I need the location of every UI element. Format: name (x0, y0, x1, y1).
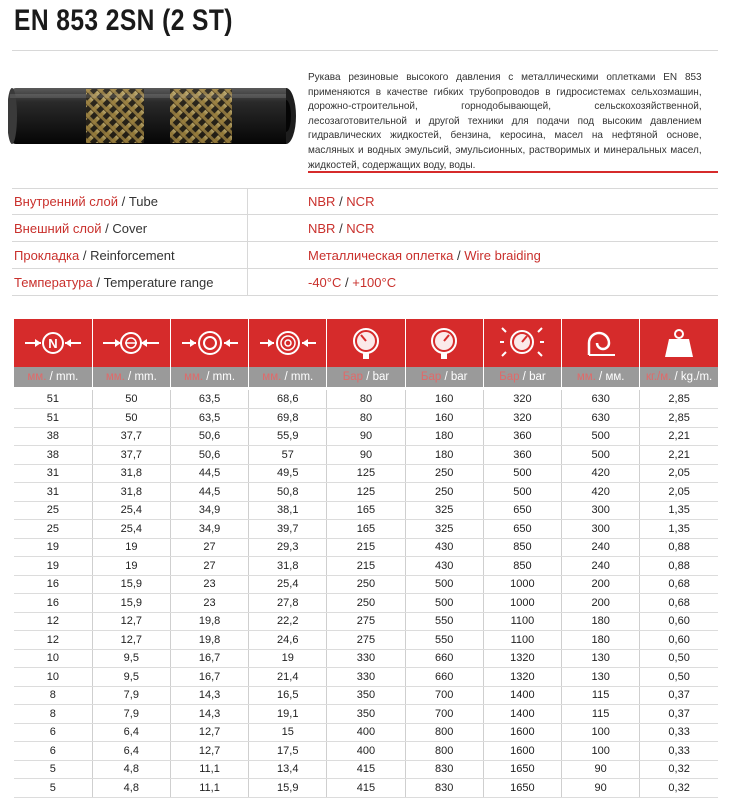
table-cell: 31 (14, 483, 92, 502)
table-cell: 44,5 (170, 483, 248, 502)
table-cell: 0,68 (640, 594, 718, 613)
table-cell: 430 (405, 557, 483, 576)
table-cell: 650 (483, 520, 561, 539)
table-cell: 0,32 (640, 760, 718, 779)
table-cell: 90 (562, 760, 640, 779)
table-cell: 90 (327, 427, 405, 446)
spec-value-en: NCR (346, 194, 375, 209)
table-cell: 15,9 (249, 779, 327, 798)
table-cell: 27 (170, 538, 248, 557)
table-cell: 1,35 (640, 520, 718, 539)
description-underline (308, 171, 718, 173)
burst-pressure-icon (483, 319, 561, 367)
table-cell: 21,4 (249, 668, 327, 687)
table-cell: 100 (562, 723, 640, 742)
table-row (14, 446, 718, 465)
table-cell: 19 (14, 557, 92, 576)
table-cell: 50,6 (170, 446, 248, 465)
table-cell: 500 (483, 464, 561, 483)
dimensions-table (14, 319, 718, 798)
table-cell: 1320 (483, 649, 561, 668)
table-cell: 330 (327, 649, 405, 668)
table-cell: 240 (562, 538, 640, 557)
table-cell: 31,8 (249, 557, 327, 576)
table-cell: 19 (92, 538, 170, 557)
product-description: Рукава резиновые высокого давления с металлическими оплетками EN 853 применяются в качестве гибких трубопроводов в гидросистемах сельхозмашин, дорожно-строительной, горнодобывающей, сельскохозяйственной, лесозаготовительной и другой техники для подачи под высоким давлением гидравлических жидкостей, бензина, керосина, масел на нефтяной основе, масляных и водных эмульсий, эмульсионных, растворимых и минеральных масел, жидкостей, содержащих воду, воды. (308, 72, 702, 171)
table-cell: 1100 (483, 612, 561, 631)
table-cell: 320 (483, 390, 561, 409)
table-cell: 0,88 (640, 538, 718, 557)
spec-value-ru: -40°C (308, 274, 342, 290)
table-cell: 11,1 (170, 779, 248, 798)
table-cell: 25,4 (249, 575, 327, 594)
table-cell: 38,1 (249, 501, 327, 520)
table-cell: 17,5 (249, 742, 327, 761)
table-row (14, 483, 718, 502)
table-cell: 1650 (483, 779, 561, 798)
test-pressure-gauge-icon (405, 319, 483, 367)
table-cell: 630 (562, 390, 640, 409)
table-cell: 50 (92, 390, 170, 409)
spec-label-en: Reinforcement (90, 247, 175, 263)
table-cell: 2,05 (640, 483, 718, 502)
table-cell: 550 (405, 631, 483, 650)
table-cell: 660 (405, 649, 483, 668)
table-cell: 100 (562, 742, 640, 761)
table-cell: 1600 (483, 742, 561, 761)
table-row (14, 464, 718, 483)
table-row (14, 668, 718, 687)
table-cell: 50 (92, 409, 170, 428)
table-cell: 38 (14, 427, 92, 446)
table-cell: 700 (405, 686, 483, 705)
table-cell: 700 (405, 705, 483, 724)
table-cell: 420 (562, 483, 640, 502)
table-cell: 0,33 (640, 742, 718, 761)
table-row (14, 686, 718, 705)
table-cell: 415 (327, 779, 405, 798)
table-cell: 415 (327, 760, 405, 779)
table-cell: 6,4 (92, 742, 170, 761)
table-cell: 25 (14, 501, 92, 520)
table-cell: 37,7 (92, 446, 170, 465)
table-cell: 4,8 (92, 779, 170, 798)
table-cell: 22,2 (249, 612, 327, 631)
table-cell: 55,9 (249, 427, 327, 446)
table-cell: 350 (327, 686, 405, 705)
table-cell: 10 (14, 668, 92, 687)
table-cell: 550 (405, 612, 483, 631)
table-cell: 630 (562, 409, 640, 428)
reinforcement-diameter-icon (170, 319, 248, 367)
table-cell: 19 (249, 649, 327, 668)
table-cell: 90 (562, 779, 640, 798)
table-cell: 2,85 (640, 409, 718, 428)
table-cell: 240 (562, 557, 640, 576)
table-row (14, 557, 718, 576)
table-cell: 5 (14, 760, 92, 779)
table-cell: 7,9 (92, 705, 170, 724)
table-cell: 1650 (483, 760, 561, 779)
table-cell: 23 (170, 594, 248, 613)
table-cell: 8 (14, 686, 92, 705)
table-cell: 63,5 (170, 390, 248, 409)
table-cell: 360 (483, 446, 561, 465)
table-cell: 6 (14, 742, 92, 761)
table-body (14, 390, 718, 797)
spec-value-ru: NBR (308, 220, 336, 236)
table-cell: 63,5 (170, 409, 248, 428)
table-cell: 0,60 (640, 612, 718, 631)
table-row (14, 631, 718, 650)
table-row (14, 427, 718, 446)
table-row (14, 520, 718, 539)
table-cell: 115 (562, 705, 640, 724)
table-cell: 0,33 (640, 723, 718, 742)
table-cell: 8 (14, 705, 92, 724)
weight-icon (640, 319, 718, 367)
table-cell: 420 (562, 464, 640, 483)
table-cell: 0,68 (640, 575, 718, 594)
nominal-diameter-icon (14, 319, 92, 367)
table-cell: 11,1 (170, 760, 248, 779)
table-row (14, 390, 718, 409)
table-row (14, 501, 718, 520)
table-cell: 250 (405, 464, 483, 483)
table-cell: 24,6 (249, 631, 327, 650)
table-cell: 275 (327, 631, 405, 650)
table-cell: 200 (562, 594, 640, 613)
table-row (14, 575, 718, 594)
table-cell: 9,5 (92, 668, 170, 687)
table-cell: 1000 (483, 575, 561, 594)
table-cell: 6,4 (92, 723, 170, 742)
spec-label-ru: Внешний слой (14, 220, 102, 236)
table-cell: 19,1 (249, 705, 327, 724)
table-cell: 15,9 (92, 594, 170, 613)
table-cell: 44,5 (170, 464, 248, 483)
table-cell: 1320 (483, 668, 561, 687)
table-cell: 160 (405, 390, 483, 409)
table-row (14, 538, 718, 557)
table-cell: 0,50 (640, 668, 718, 687)
table-cell: 12 (14, 612, 92, 631)
table-cell: 430 (405, 538, 483, 557)
spec-label-en: Temperature range (103, 274, 214, 290)
table-cell: 19 (14, 538, 92, 557)
table-cell: 660 (405, 668, 483, 687)
table-cell: 49,5 (249, 464, 327, 483)
table-cell: 1,35 (640, 501, 718, 520)
table-cell: 5 (14, 779, 92, 798)
table-cell: 500 (562, 446, 640, 465)
table-cell: 19,8 (170, 612, 248, 631)
table-cell: 215 (327, 557, 405, 576)
table-cell: 16,7 (170, 649, 248, 668)
table-cell: 130 (562, 668, 640, 687)
spec-label-ru: Прокладка (14, 247, 80, 263)
table-cell: 115 (562, 686, 640, 705)
spec-row-tube: Внутренний слой / Tube NBR / NCR (12, 188, 718, 215)
table-cell: 39,7 (249, 520, 327, 539)
table-cell: 800 (405, 742, 483, 761)
table-cell: 400 (327, 742, 405, 761)
table-cell: 27,8 (249, 594, 327, 613)
inner-diameter-icon (92, 319, 170, 367)
table-cell: 2,21 (640, 427, 718, 446)
spec-label-en: Cover (112, 220, 148, 236)
table-cell: 200 (562, 575, 640, 594)
spec-label-en: Tube (128, 194, 158, 209)
table-cell: 15,9 (92, 575, 170, 594)
table-cell: 12,7 (170, 723, 248, 742)
table-cell: 400 (327, 723, 405, 742)
table-row (14, 612, 718, 631)
table-cell: 500 (405, 575, 483, 594)
table-cell: 4,8 (92, 760, 170, 779)
table-cell: 830 (405, 779, 483, 798)
table-cell: 180 (562, 631, 640, 650)
table-cell: 325 (405, 501, 483, 520)
table-cell: 0,37 (640, 686, 718, 705)
table-cell: 850 (483, 538, 561, 557)
table-cell: 12,7 (92, 631, 170, 650)
title-divider (12, 50, 718, 51)
table-cell: 320 (483, 409, 561, 428)
spec-label-ru: Температура (14, 274, 93, 290)
table-cell: 31,8 (92, 464, 170, 483)
table-cell: 34,9 (170, 501, 248, 520)
table-cell: 90 (327, 446, 405, 465)
page-title: EN 853 2SN (2 ST) (14, 4, 233, 37)
table-cell: 69,8 (249, 409, 327, 428)
table-cell: 16,7 (170, 668, 248, 687)
table-row (14, 409, 718, 428)
table-cell: 165 (327, 520, 405, 539)
spec-list (12, 188, 718, 296)
svg-text:N: N (48, 336, 58, 351)
table-cell: 500 (405, 594, 483, 613)
table-cell: 800 (405, 723, 483, 742)
table-cell: 27 (170, 557, 248, 576)
table-cell: 500 (562, 427, 640, 446)
table-row (14, 742, 718, 761)
table-icon-header (14, 319, 718, 367)
table-row (14, 779, 718, 798)
table-cell: 250 (405, 483, 483, 502)
table-cell: 215 (327, 538, 405, 557)
table-cell: 57 (249, 446, 327, 465)
table-cell: 180 (405, 427, 483, 446)
table-cell: 16 (14, 594, 92, 613)
table-cell: 180 (405, 446, 483, 465)
table-cell: 1100 (483, 631, 561, 650)
table-cell: 68,6 (249, 390, 327, 409)
spec-value-en: Wire braiding (464, 247, 541, 263)
table-cell: 38 (14, 446, 92, 465)
table-cell: 1400 (483, 705, 561, 724)
table-row (14, 760, 718, 779)
spec-value-ru: Металлическая оплетка (308, 247, 454, 263)
table-cell: 16,5 (249, 686, 327, 705)
table-cell: 250 (327, 594, 405, 613)
table-cell: 300 (562, 501, 640, 520)
spec-label-ru: Внутренний слой (14, 194, 118, 209)
spec-row-cover: Внешний слой / Cover NBR / NCR (12, 215, 718, 242)
table-cell: 650 (483, 501, 561, 520)
table-cell: 12,7 (170, 742, 248, 761)
table-cell: 16 (14, 575, 92, 594)
spec-value-en: +100°C (352, 274, 397, 290)
table-units-header: мм. / mm. мм. / mm. мм. / mm. мм. / mm. Бар / bar Бар / bar Бар / bar мм. / мм. кг./м. / kg./m. (14, 367, 718, 387)
table-cell: 31,8 (92, 483, 170, 502)
table-cell: 2,05 (640, 464, 718, 483)
table-cell: 1000 (483, 594, 561, 613)
table-cell: 180 (562, 612, 640, 631)
table-cell: 6 (14, 723, 92, 742)
table-row (14, 723, 718, 742)
table-cell: 10 (14, 649, 92, 668)
table-cell: 25,4 (92, 501, 170, 520)
table-cell: 850 (483, 557, 561, 576)
table-cell: 125 (327, 483, 405, 502)
table-cell: 130 (562, 649, 640, 668)
table-cell: 14,3 (170, 705, 248, 724)
table-cell: 31 (14, 464, 92, 483)
working-pressure-gauge-icon (327, 319, 405, 367)
table-cell: 250 (327, 575, 405, 594)
table-cell: 2,85 (640, 390, 718, 409)
table-cell: 12 (14, 631, 92, 650)
table-cell: 0,50 (640, 649, 718, 668)
table-cell: 1600 (483, 723, 561, 742)
spec-value-en: NCR (346, 220, 375, 236)
table-cell: 0,32 (640, 779, 718, 798)
spec-row-reinforcement: Прокладка / Reinforcement Металлическая оплетка / Wire braiding (12, 242, 718, 269)
table-cell: 360 (483, 427, 561, 446)
table-cell: 1400 (483, 686, 561, 705)
table-cell: 350 (327, 705, 405, 724)
hose-image (8, 78, 298, 154)
table-cell: 9,5 (92, 649, 170, 668)
table-cell: 50,6 (170, 427, 248, 446)
table-cell: 80 (327, 390, 405, 409)
table-cell: 80 (327, 409, 405, 428)
table-cell: 0,88 (640, 557, 718, 576)
spec-row-temperature: Температура / Temperature range -40°C / +100°C (12, 269, 718, 296)
table-cell: 7,9 (92, 686, 170, 705)
table-cell: 275 (327, 612, 405, 631)
outer-diameter-icon (249, 319, 327, 367)
table-cell: 830 (405, 760, 483, 779)
bend-radius-icon (562, 319, 640, 367)
table-row (14, 649, 718, 668)
table-cell: 2,21 (640, 446, 718, 465)
spec-value-ru: NBR (308, 194, 336, 209)
table-cell: 25,4 (92, 520, 170, 539)
table-cell: 50,8 (249, 483, 327, 502)
table-row (14, 705, 718, 724)
table-cell: 165 (327, 501, 405, 520)
table-cell: 14,3 (170, 686, 248, 705)
table-cell: 51 (14, 390, 92, 409)
table-cell: 0,37 (640, 705, 718, 724)
table-cell: 500 (483, 483, 561, 502)
table-cell: 300 (562, 520, 640, 539)
table-cell: 34,9 (170, 520, 248, 539)
table-cell: 160 (405, 409, 483, 428)
table-cell: 330 (327, 668, 405, 687)
table-cell: 0,60 (640, 631, 718, 650)
table-cell: 29,3 (249, 538, 327, 557)
table-cell: 15 (249, 723, 327, 742)
table-cell: 51 (14, 409, 92, 428)
table-cell: 325 (405, 520, 483, 539)
table-row (14, 594, 718, 613)
table-cell: 25 (14, 520, 92, 539)
table-cell: 19,8 (170, 631, 248, 650)
table-cell: 13,4 (249, 760, 327, 779)
table-cell: 125 (327, 464, 405, 483)
table-cell: 37,7 (92, 427, 170, 446)
table-cell: 19 (92, 557, 170, 576)
table-cell: 23 (170, 575, 248, 594)
table-cell: 12,7 (92, 612, 170, 631)
